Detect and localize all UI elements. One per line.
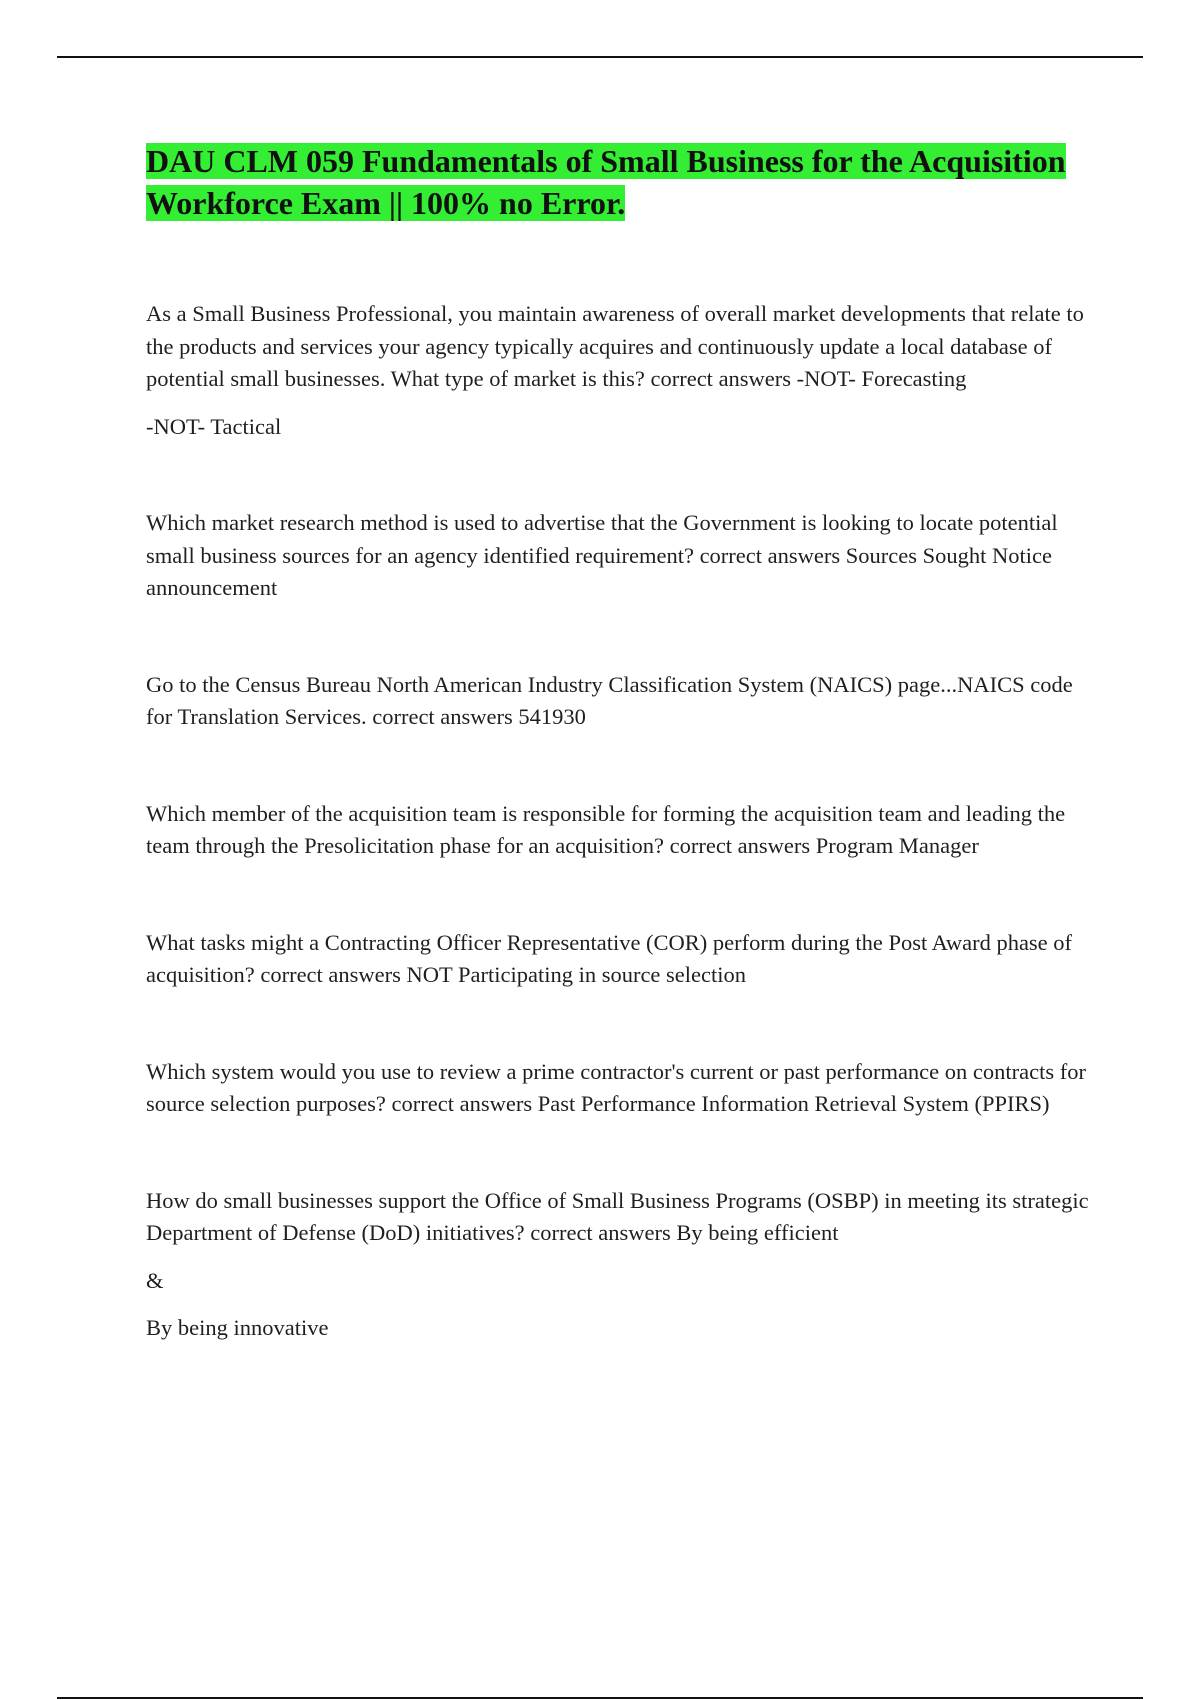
qa-item	[146, 927, 1098, 992]
qa-answer-line: &	[146, 1267, 164, 1293]
qa-question: How do small businesses support the Office of Small Business Programs (OSBP) in meeting its strategic Department of Defense (DoD) initiatives? correct answers By being efficient	[146, 1187, 1089, 1245]
qa-item	[146, 507, 1098, 605]
document-title-text: DAU CLM 059 Fundamentals of Small Business for the Acquisition Workforce Exam || 100% no Error.	[146, 143, 1066, 221]
document-body	[146, 140, 1098, 1409]
qa-item	[146, 298, 1098, 443]
footer-rule	[57, 1697, 1143, 1699]
qa-answer-line: By being innovative	[146, 1315, 329, 1340]
document-title	[146, 140, 1098, 224]
qa-question: Which system would you use to review a prime contractor's current or past performance on contracts for source selection purposes? correct answers Past Performance Information Retrieval System (PPIRS)	[146, 1058, 1086, 1116]
qa-answer-line: -NOT- Tactical	[146, 413, 282, 439]
qa-item	[146, 1056, 1098, 1121]
header-rule	[57, 56, 1143, 58]
qa-list	[146, 298, 1098, 1345]
qa-question: What tasks might a Contracting Officer Representative (COR) perform during the Post Award phase of acquisition? correct answers NOT Participating in source selection	[146, 929, 1073, 987]
qa-item	[146, 798, 1098, 863]
qa-question: Go to the Census Bureau North American Industry Classification System (NAICS) page...NAICS code for Translation Services. correct answers 541930	[146, 671, 1073, 729]
qa-question: Which market research method is used to advertise that the Government is looking to locate potential small business sources for an agency identified requirement? correct answers Sources Sought Notice announcement	[146, 510, 1058, 600]
qa-question: As a Small Business Professional, you maintain awareness of overall market developments that relate to the products and services your agency typically acquires and continuously update a local database of potential small businesses. What type of market is this? correct answers -NOT- Forecasting	[146, 301, 1084, 391]
qa-item	[146, 1185, 1098, 1345]
qa-item	[146, 669, 1098, 734]
qa-question: Which member of the acquisition team is responsible for forming the acquisition team and leading the team through the Presolicitation phase for an acquisition? correct answers Program Manager	[146, 800, 1066, 858]
